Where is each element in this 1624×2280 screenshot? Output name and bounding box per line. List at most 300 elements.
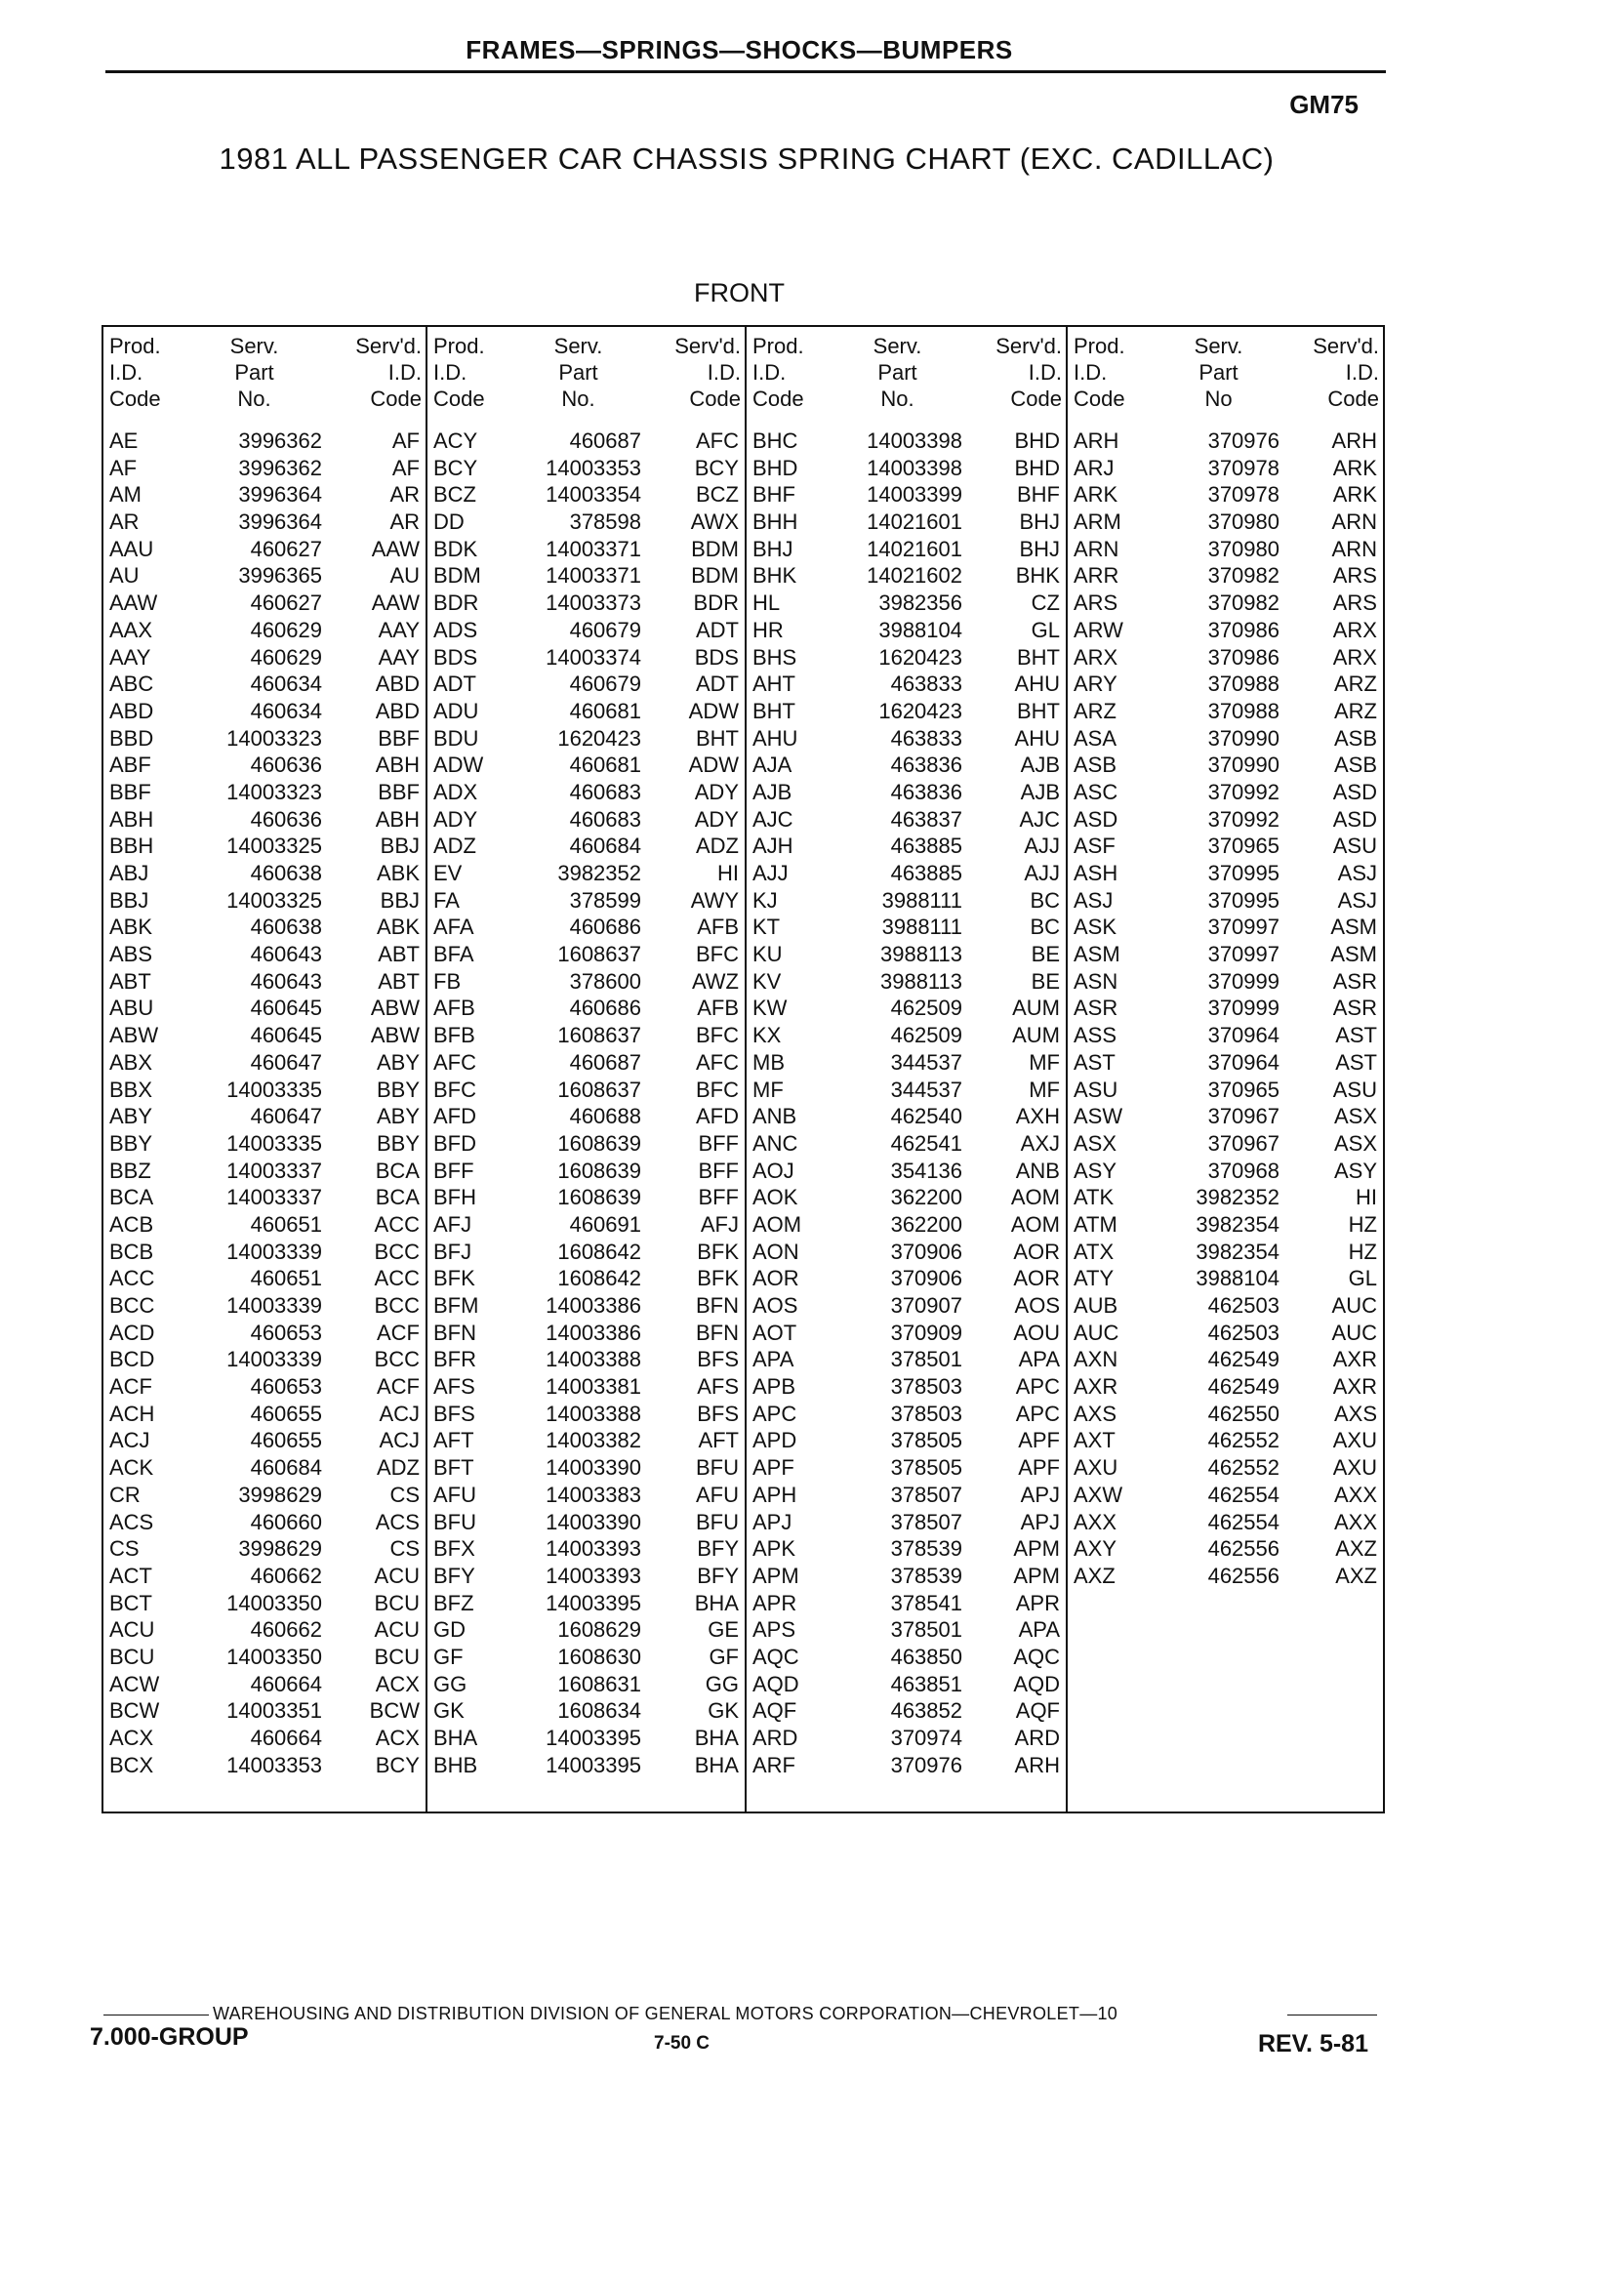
prod-id-code-cell: AQF (752, 1698, 797, 1724)
column-headers (1068, 333, 1383, 423)
prod-id-code-cell: ASW (1074, 1104, 1123, 1129)
table-row (427, 914, 745, 941)
servd-id-code-cell: ABW (370, 996, 420, 1021)
prod-id-code-cell: ANB (752, 1104, 797, 1129)
table-row (427, 536, 745, 563)
servd-id-code-cell: GL (1031, 617, 1060, 642)
spring-chart-table (102, 325, 1385, 1813)
table-row (1068, 617, 1383, 644)
table-row (747, 941, 1066, 968)
table-row (427, 1373, 745, 1401)
servd-id-code-cell: BCZ (696, 482, 739, 508)
table-row (427, 1320, 745, 1347)
servd-id-code-cell: AR (389, 482, 420, 508)
prod-id-code-cell: EV (433, 861, 463, 885)
servd-id-code-cell: BCA (375, 1185, 420, 1210)
servd-id-code-cell: CS (389, 1482, 420, 1507)
servd-id-code-cell: AWY (690, 887, 739, 913)
table-row (427, 1644, 745, 1671)
serv-part-no-cell: 14003382 (546, 1428, 641, 1453)
prod-id-code-cell: AST (1074, 1049, 1116, 1075)
page-number: 7-50 C (654, 2033, 710, 2054)
prod-id-code-cell: ARH (1074, 428, 1119, 453)
table-row (1068, 1401, 1383, 1428)
prod-id-code-cell: AXR (1074, 1374, 1118, 1400)
serv-part-no-cell: 460647 (250, 1104, 322, 1129)
serv-part-no-cell: 1608629 (557, 1617, 641, 1643)
table-row (427, 1049, 745, 1077)
table-row (1068, 1265, 1383, 1292)
table-row (747, 1239, 1066, 1266)
servd-id-code-cell: ABK (376, 861, 420, 885)
servd-id-code-cell: AAW (371, 590, 420, 616)
table-row (103, 1563, 426, 1590)
servd-id-code-cell: AOU (1013, 1320, 1060, 1345)
serv-part-no-cell: 14003354 (546, 482, 641, 508)
prod-id-code-cell: AXT (1074, 1428, 1116, 1453)
prod-id-code-cell: BHF (752, 482, 795, 508)
prod-id-code-cell: BBF (109, 779, 151, 804)
prod-id-code-cell: AR (109, 509, 140, 535)
servd-id-code-cell: BFS (697, 1347, 739, 1372)
prod-id-code-cell: GG (433, 1671, 467, 1696)
prod-id-code-cell: KT (752, 915, 781, 940)
servd-id-code-cell: ARS (1332, 563, 1377, 589)
prod-id-code-cell: ACS (109, 1509, 154, 1534)
serv-part-no-cell: 14003395 (546, 1726, 641, 1750)
servd-id-code-cell: GK (708, 1698, 739, 1724)
table-row (427, 1130, 745, 1158)
prod-id-code-cell: ANC (752, 1130, 798, 1156)
serv-part-no-cell: 14003398 (867, 455, 962, 480)
serv-part-no-cell: 370980 (1207, 536, 1279, 561)
servd-id-code-cell: ABD (375, 698, 420, 723)
prod-id-code-cell: BCC (109, 1293, 155, 1318)
servd-id-code-cell: AFJ (700, 1211, 739, 1237)
serv-part-no-cell: 14003371 (546, 563, 641, 589)
serv-part-no-cell: 14003386 (546, 1293, 641, 1318)
prod-id-code-cell: AXY (1074, 1536, 1117, 1562)
serv-part-no-cell: 370978 (1207, 455, 1279, 480)
serv-part-no-cell: 14003325 (226, 887, 322, 913)
servd-id-code-cell: AUM (1012, 996, 1060, 1021)
table-row (103, 455, 426, 482)
serv-part-no-cell: 14003395 (546, 1752, 641, 1777)
prod-id-code-cell: AFC (433, 1049, 476, 1075)
servd-id-code-cell: ASM (1330, 915, 1377, 940)
servd-id-code-cell: ARH (1014, 1752, 1060, 1777)
prod-id-code-cell: ARJ (1074, 455, 1115, 480)
servd-id-code-cell: AXZ (1335, 1563, 1377, 1588)
prod-id-code-cell: BFZ (433, 1590, 474, 1615)
servd-id-code-cell: AJB (1020, 753, 1060, 778)
serv-part-no-cell: 1620423 (557, 725, 641, 751)
prod-id-code-cell: ASN (1074, 968, 1118, 994)
table-row (1068, 1130, 1383, 1158)
servd-id-code-cell: BHA (694, 1752, 739, 1777)
prod-id-code-cell: APJ (752, 1509, 792, 1534)
serv-part-no-cell: 462552 (1207, 1428, 1279, 1453)
serv-part-no-cell: 370967 (1207, 1130, 1279, 1156)
servd-id-code-cell: ARN (1331, 536, 1377, 561)
servd-id-code-cell: BHT (1017, 698, 1060, 723)
table-row (1068, 536, 1383, 563)
table-row (103, 779, 426, 806)
servd-id-code-cell: ADW (688, 753, 739, 778)
serv-part-no-cell: 460679 (569, 672, 641, 697)
prod-id-code-cell: AM (109, 482, 142, 508)
servd-id-code-cell: ARZ (1334, 672, 1377, 697)
servd-id-code-cell: AJJ (1024, 861, 1060, 885)
servd-id-code-cell: AQF (1015, 1698, 1060, 1724)
serv-part-no-cell: 370995 (1207, 861, 1279, 885)
prod-id-code-cell: BCW (109, 1698, 160, 1724)
servd-id-code-cell: AFS (697, 1374, 739, 1400)
serv-part-no-cell: 370974 (890, 1726, 962, 1750)
serv-part-no-cell: 460686 (569, 915, 641, 940)
serv-part-no-cell: 370909 (890, 1320, 962, 1345)
servd-id-code-cell: AHU (1014, 725, 1060, 751)
table-row (103, 1320, 426, 1347)
servd-id-code-cell: ADZ (696, 834, 739, 859)
table-row (747, 860, 1066, 887)
servd-id-code-cell: HZ (1348, 1239, 1377, 1264)
servd-id-code-cell: BDS (694, 644, 739, 670)
serv-part-no-cell: 370986 (1207, 617, 1279, 642)
servd-id-code-cell: AXJ (1020, 1130, 1060, 1156)
serv-part-no-cell: 14003353 (226, 1752, 322, 1777)
prod-id-code-cell: BHS (752, 644, 797, 670)
servd-id-code-cell: ARX (1332, 617, 1377, 642)
table-row (103, 1509, 426, 1536)
prod-id-code-cell: AHT (752, 672, 795, 697)
servd-id-code-cell: AUC (1331, 1320, 1377, 1345)
serv-part-no-cell: 3982352 (1196, 1185, 1279, 1210)
table-row (427, 671, 745, 698)
serv-part-no-cell: 378541 (890, 1590, 962, 1615)
serv-part-no-cell: 460634 (250, 698, 322, 723)
table-row (1068, 1292, 1383, 1320)
table-row (747, 1509, 1066, 1536)
servd-id-code-cell: ABH (375, 806, 420, 832)
table-row (103, 1373, 426, 1401)
table-row (103, 617, 426, 644)
serv-part-no-cell: 370976 (890, 1752, 962, 1777)
servd-id-code-cell: ACX (375, 1726, 420, 1750)
prod-id-code-cell: BCX (109, 1752, 154, 1777)
prod-id-code-cell: MF (752, 1077, 784, 1102)
serv-part-no-cell: 370982 (1207, 590, 1279, 616)
serv-part-no-cell: 460643 (250, 968, 322, 994)
serv-part-no-cell: 14003395 (546, 1590, 641, 1615)
servd-id-code-cell: BBY (376, 1077, 420, 1102)
serv-part-no-cell: 3988104 (878, 617, 962, 642)
prod-id-code-cell: ABF (109, 753, 151, 778)
serv-part-no-cell: 378507 (890, 1482, 962, 1507)
servd-id-code-cell: CS (389, 1536, 420, 1562)
servd-id-code-cell: BHA (694, 1726, 739, 1750)
table-row (747, 455, 1066, 482)
serv-part-no-cell: 370906 (890, 1266, 962, 1291)
table-row (103, 1644, 426, 1671)
serv-part-no-cell: 462541 (890, 1130, 962, 1156)
table-row (747, 1049, 1066, 1077)
serv-part-no-cell: 3988111 (881, 887, 962, 913)
division-footer (103, 2004, 1377, 2023)
table-row (747, 1077, 1066, 1104)
prod-id-code-cell: ARW (1074, 617, 1123, 642)
serv-part-no-cell: 460679 (569, 617, 641, 642)
servd-id-code-cell: BCC (374, 1293, 420, 1318)
division-text: WAREHOUSING AND DISTRIBUTION DIVISION OF GENERAL MOTORS CORPORATION—CHEVROLET—10 (213, 2004, 1118, 2023)
serv-part-no-cell: 1620423 (878, 698, 962, 723)
servd-id-code-cell: ADY (694, 779, 739, 804)
servd-id-code-cell: BCU (374, 1590, 420, 1615)
serv-part-no-cell: 14003386 (546, 1320, 641, 1345)
prod-id-code-cell: BBZ (109, 1158, 151, 1183)
table-row (1068, 806, 1383, 834)
servd-id-code-cell: BE (1031, 942, 1060, 967)
serv-part-no-cell: 362200 (890, 1185, 962, 1210)
serv-part-no-cell: 462503 (1207, 1320, 1279, 1345)
prod-id-code-cell: BFA (433, 942, 474, 967)
servd-id-code-cell: AXX (1333, 1482, 1377, 1507)
prod-id-code-cell: ARX (1074, 644, 1118, 670)
serv-part-no-cell: 3982354 (1196, 1211, 1279, 1237)
prod-id-code-cell: ACU (109, 1617, 155, 1643)
prod-id-code-cell: ADY (433, 806, 478, 832)
table-row (103, 1049, 426, 1077)
prod-id-code-cell: GK (433, 1698, 465, 1724)
table-row (103, 481, 426, 509)
table-group-2 (426, 327, 745, 1812)
servd-id-code-cell: ARD (1014, 1726, 1060, 1750)
prod-id-code-cell: ATY (1074, 1266, 1115, 1291)
table-row (1068, 1184, 1383, 1211)
prod-id-code-cell: ADU (433, 698, 479, 723)
table-row (1068, 887, 1383, 915)
servd-id-code-cell: BFN (696, 1320, 739, 1345)
servd-id-code-cell: MF (1029, 1049, 1060, 1075)
servd-id-code-cell: ACJ (379, 1428, 420, 1453)
table-row (747, 536, 1066, 563)
servd-id-code-cell: ARK (1332, 482, 1377, 508)
serv-part-no-cell: 460643 (250, 942, 322, 967)
table-row (1068, 509, 1383, 536)
table-row (747, 1725, 1066, 1752)
serv-part-no-cell: 460647 (250, 1049, 322, 1075)
serv-part-no-cell: 463833 (890, 672, 962, 697)
prod-id-code-cell: BFN (433, 1320, 476, 1345)
servd-id-code-cell: ANB (1015, 1158, 1060, 1183)
serv-part-no-header: Serv. Part No. (553, 334, 603, 411)
table-row (747, 1346, 1066, 1373)
servd-id-code-cell: AQD (1013, 1671, 1060, 1696)
servd-id-code-header: Serv'd. I.D. Code (995, 334, 1062, 411)
prod-id-code-cell: BDK (433, 536, 478, 561)
prod-id-code-cell: AJH (752, 834, 793, 859)
prod-id-code-cell: KX (752, 1023, 782, 1048)
servd-id-code-cell: APM (1013, 1536, 1060, 1562)
table-row (427, 590, 745, 617)
prod-id-code-cell: KV (752, 968, 782, 994)
prod-id-code-cell: BDM (433, 563, 481, 589)
prod-id-code-cell: BHK (752, 563, 797, 589)
table-row (103, 1130, 426, 1158)
prod-id-code-cell: AJB (752, 779, 792, 804)
servd-id-code-cell: ABY (376, 1049, 420, 1075)
servd-id-code-cell: ASX (1333, 1104, 1377, 1129)
serv-part-no-cell: 378539 (890, 1563, 962, 1588)
servd-id-code-cell: ARH (1331, 428, 1377, 453)
serv-part-no-cell: 14021601 (867, 536, 962, 561)
table-row (747, 698, 1066, 725)
servd-id-code-cell: ABT (378, 942, 420, 967)
table-row (427, 941, 745, 968)
table-row (1068, 1211, 1383, 1239)
serv-part-no-cell: 460645 (250, 996, 322, 1021)
serv-part-no-cell: 462509 (890, 996, 962, 1021)
table-rows (747, 428, 1066, 1778)
table-row (747, 562, 1066, 590)
servd-id-code-cell: AFB (697, 915, 739, 940)
serv-part-no-cell: 14003350 (226, 1644, 322, 1669)
serv-part-no-cell: 14003398 (867, 428, 962, 453)
servd-id-code-cell: APA (1018, 1347, 1060, 1372)
servd-id-code-cell: BCU (374, 1644, 420, 1669)
serv-part-no-cell: 370992 (1207, 806, 1279, 832)
table-row (427, 1077, 745, 1104)
table-rows (427, 428, 745, 1778)
table-row (103, 536, 426, 563)
prod-id-code-cell: FB (433, 968, 462, 994)
table-row (103, 1697, 426, 1725)
servd-id-code-cell: AOR (1013, 1266, 1060, 1291)
prod-id-code-cell: AHU (752, 725, 798, 751)
servd-id-code-cell: AXR (1332, 1374, 1377, 1400)
serv-part-no-cell: 460651 (250, 1211, 322, 1237)
table-row (103, 1103, 426, 1130)
servd-id-code-cell: ADT (696, 617, 739, 642)
servd-id-code-cell: ACJ (379, 1401, 420, 1426)
serv-part-no-cell: 463852 (890, 1698, 962, 1724)
table-row (747, 1401, 1066, 1428)
table-row (747, 428, 1066, 455)
table-row (747, 1103, 1066, 1130)
prod-id-code-cell: ARD (752, 1726, 798, 1750)
servd-id-code-cell: AXU (1332, 1455, 1377, 1481)
serv-part-no-cell: 3996362 (238, 428, 322, 453)
prod-id-code-cell: AJA (752, 753, 792, 778)
prod-id-code-cell: ASC (1074, 779, 1118, 804)
serv-part-no-cell: 14003388 (546, 1401, 641, 1426)
serv-part-no-cell: 14021601 (867, 509, 962, 535)
serv-part-no-cell: 1608639 (557, 1130, 641, 1156)
table-row (427, 1265, 745, 1292)
prod-id-code-cell: ASR (1074, 996, 1118, 1021)
table-row (1068, 671, 1383, 698)
table-row (103, 509, 426, 536)
column-headers (427, 333, 745, 423)
servd-id-code-cell: ASR (1332, 996, 1377, 1021)
prod-id-code-cell: ARR (1074, 563, 1119, 589)
servd-id-code-cell: AXR (1332, 1347, 1377, 1372)
serv-part-no-cell: 370988 (1207, 698, 1279, 723)
table-rows (103, 428, 426, 1778)
table-row (1068, 1022, 1383, 1049)
serv-part-no-cell: 14003339 (226, 1293, 322, 1318)
table-row (103, 1454, 426, 1482)
serv-part-no-cell: 1620423 (878, 644, 962, 670)
serv-part-no-cell: 460684 (569, 834, 641, 859)
serv-part-no-cell: 370999 (1207, 968, 1279, 994)
table-row (1068, 1563, 1383, 1590)
servd-id-code-cell: BFY (697, 1563, 739, 1588)
serv-part-no-cell: 1608639 (557, 1158, 641, 1183)
prod-id-code-header: Prod. I.D. Code (752, 334, 804, 411)
servd-id-code-cell: AJJ (1024, 834, 1060, 859)
table-row (747, 617, 1066, 644)
table-row (103, 1211, 426, 1239)
prod-id-code-cell: ADS (433, 617, 478, 642)
servd-id-code-cell: BCW (369, 1698, 420, 1724)
table-row (427, 887, 745, 915)
prod-id-code-cell: BFS (433, 1401, 475, 1426)
prod-id-code-cell: APB (752, 1374, 796, 1400)
table-row (747, 887, 1066, 915)
table-row (103, 1427, 426, 1454)
servd-id-code-cell: APA (1018, 1617, 1060, 1643)
servd-id-code-cell: BHA (694, 1590, 739, 1615)
servd-id-code-cell: AFC (696, 1049, 739, 1075)
table-row (103, 1158, 426, 1185)
serv-part-no-cell: 378503 (890, 1401, 962, 1426)
table-row (747, 1373, 1066, 1401)
servd-id-code-cell: AST (1335, 1023, 1377, 1048)
table-row (103, 752, 426, 779)
prod-id-code-cell: APR (752, 1590, 797, 1615)
serv-part-no-cell: 14003339 (226, 1347, 322, 1372)
serv-part-no-cell: 344537 (890, 1049, 962, 1075)
table-row (427, 1509, 745, 1536)
prod-id-code-cell: APH (752, 1482, 797, 1507)
prod-id-code-cell: BFT (433, 1455, 474, 1481)
table-row (427, 806, 745, 834)
prod-id-code-cell: BHH (752, 509, 798, 535)
prod-id-code-cell: ACH (109, 1401, 155, 1426)
prod-id-code-cell: BFU (433, 1509, 476, 1534)
prod-id-code-cell: ACY (433, 428, 478, 453)
prod-id-code-cell: BCD (109, 1347, 155, 1372)
prod-id-code-cell: BDS (433, 644, 478, 670)
servd-id-code-cell: CZ (1031, 590, 1060, 616)
table-row (427, 1346, 745, 1373)
table-row (1068, 860, 1383, 887)
servd-id-code-cell: BFF (698, 1130, 739, 1156)
serv-part-no-cell: 378503 (890, 1374, 962, 1400)
serv-part-no-cell: 462550 (1207, 1401, 1279, 1426)
prod-id-code-cell: ARK (1074, 482, 1118, 508)
servd-id-code-cell: ABH (375, 753, 420, 778)
servd-id-code-header: Serv'd. I.D. Code (355, 334, 422, 411)
servd-id-code-cell: ADZ (377, 1455, 420, 1481)
page-code: GM75 (1289, 90, 1359, 119)
servd-id-code-cell: BHT (696, 725, 739, 751)
servd-id-code-cell: HI (1356, 1185, 1377, 1210)
servd-id-code-cell: ABT (378, 968, 420, 994)
servd-id-code-cell: ACU (374, 1617, 420, 1643)
table-row (427, 644, 745, 672)
